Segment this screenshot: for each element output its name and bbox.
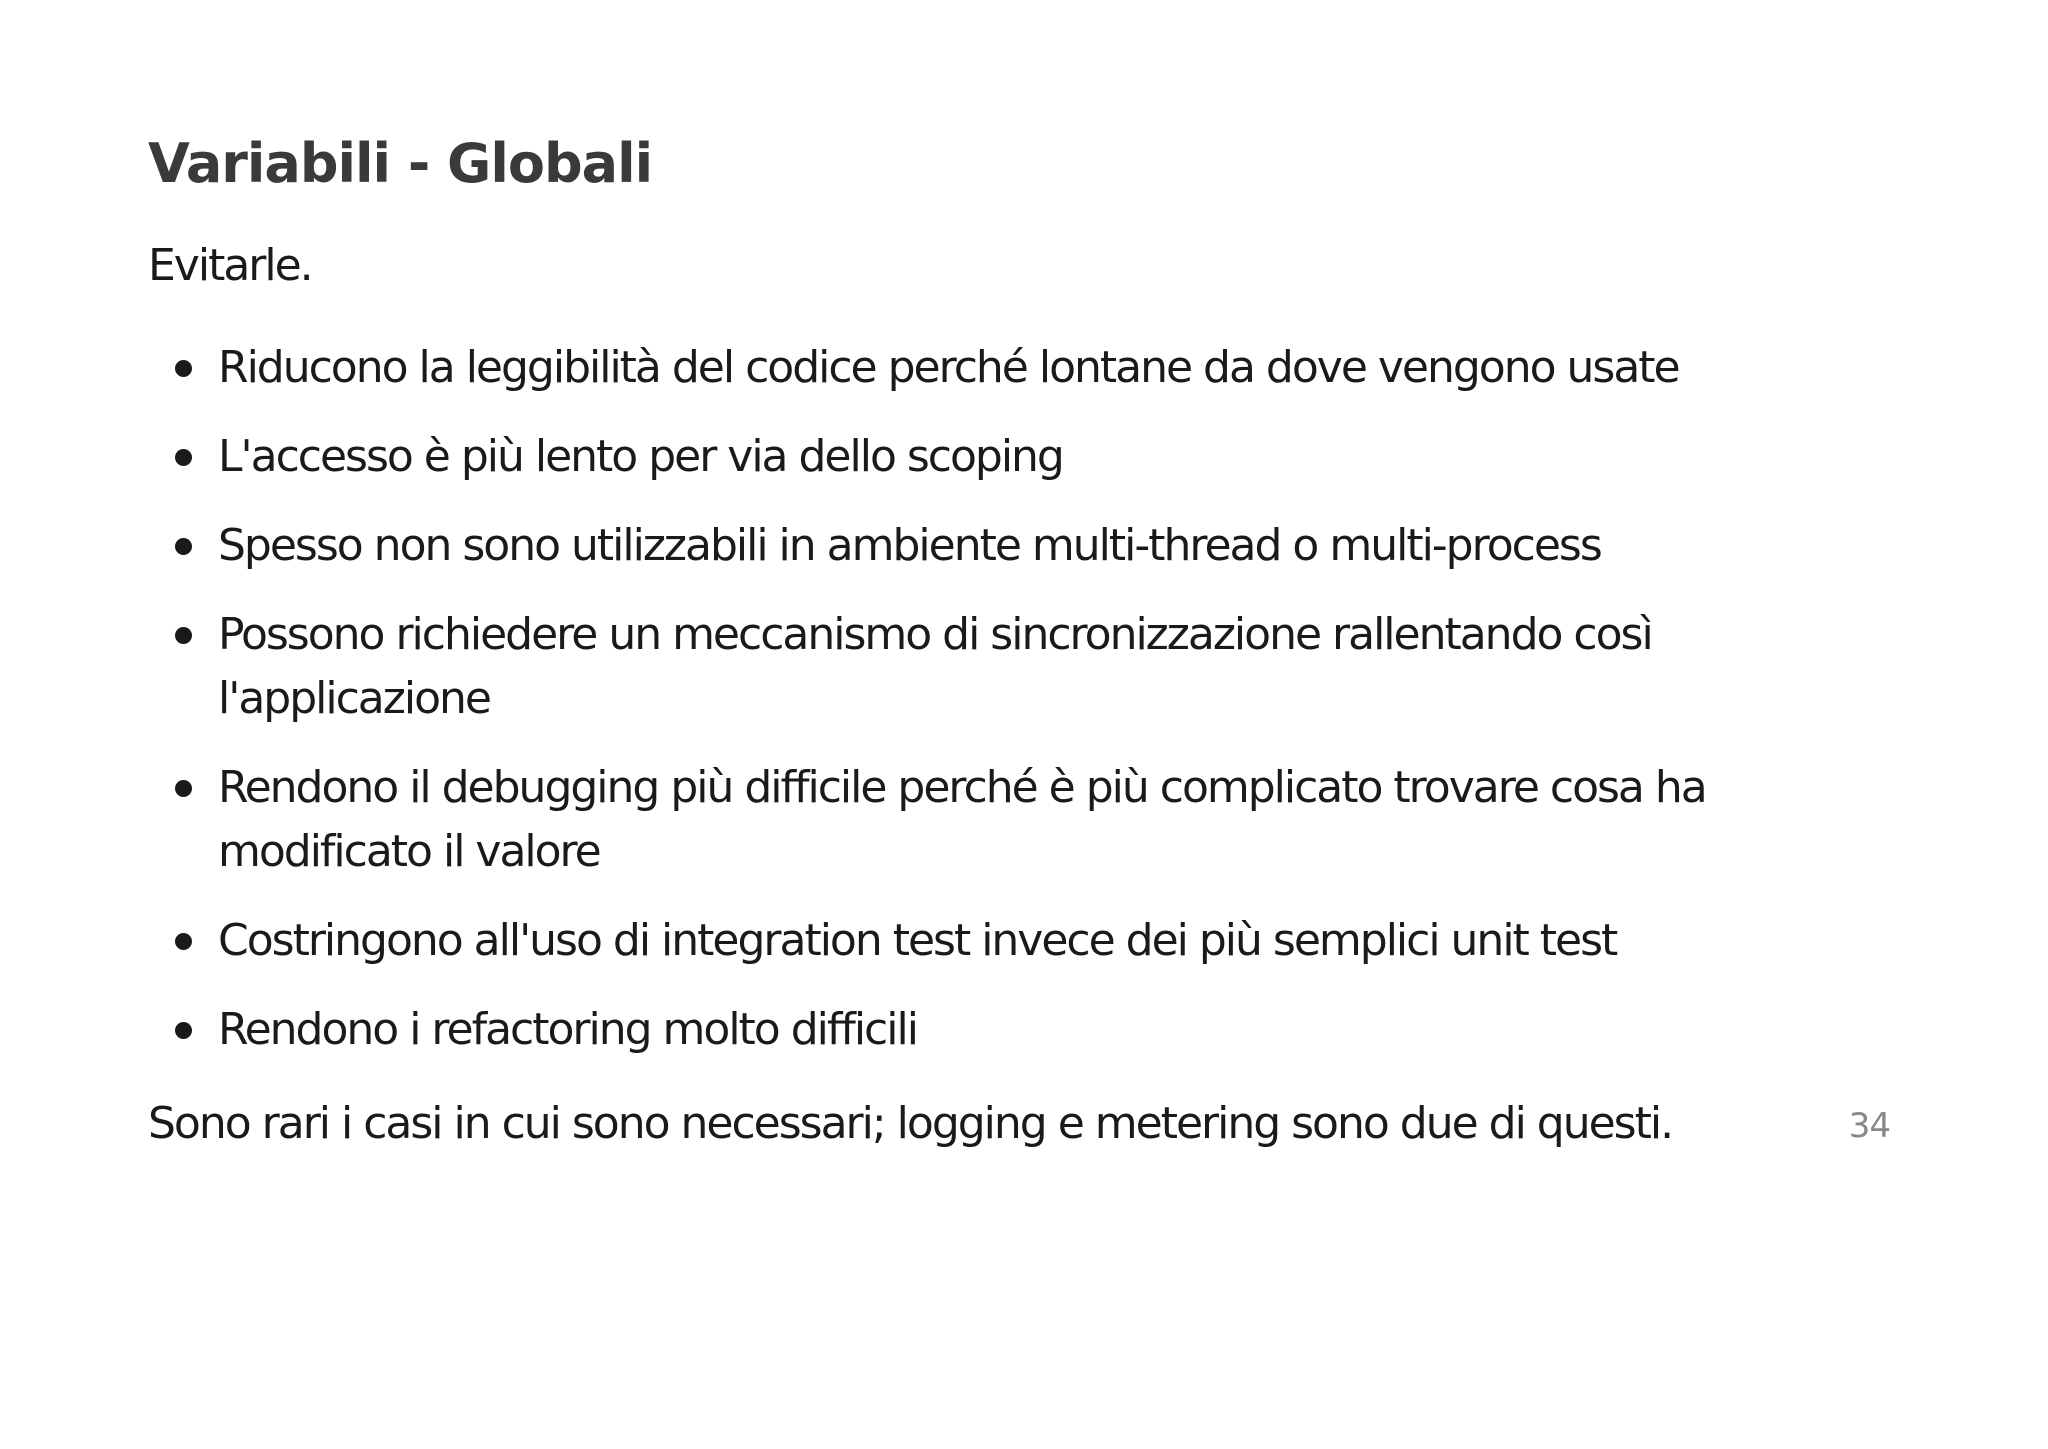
bullet-item: [148, 336, 1748, 400]
slide-title: Variabili - Globali: [148, 132, 653, 195]
bullet-item: [148, 909, 1748, 973]
bullet-dot-icon: [175, 627, 192, 644]
bullet-text-continuation: l'applicazione: [218, 673, 490, 724]
bullet-text: Spesso non sono utilizzabili in ambiente multi-thread o multi-process: [218, 520, 1601, 571]
bullet-text: Rendono i refactoring molto difficili: [218, 1004, 917, 1055]
bullet-text: Rendono il debugging più difficile perché è più complicato trovare cosa ha: [218, 762, 1706, 813]
bullet-text: Riducono la leggibilità del codice perché lontane da dove vengono usate: [218, 342, 1679, 393]
closing-text: Sono rari i casi in cui sono necessari; logging e metering sono due di questi.: [148, 1098, 1673, 1149]
intro-text: Evitarle.: [148, 240, 312, 291]
bullet-list: [148, 336, 1748, 1087]
bullet-text: Possono richiedere un meccanismo di sincronizzazione rallentando così: [218, 609, 1652, 660]
bullet-item: [148, 756, 1748, 884]
bullet-dot-icon: [175, 1022, 192, 1039]
bullet-dot-icon: [175, 538, 192, 555]
bullet-text: L'accesso è più lento per via dello scoping: [218, 431, 1063, 482]
bullet-dot-icon: [175, 360, 192, 377]
bullet-dot-icon: [175, 933, 192, 950]
bullet-dot-icon: [175, 449, 192, 466]
bullet-text: Costringono all'uso di integration test invece dei più semplici unit test: [218, 915, 1617, 966]
bullet-item: [148, 425, 1748, 489]
bullet-dot-icon: [175, 780, 192, 797]
bullet-text-continuation: modificato il valore: [218, 826, 600, 877]
page-number: 34: [1848, 1106, 1890, 1146]
bullet-item: [148, 603, 1748, 731]
bullet-item: [148, 998, 1748, 1062]
bullet-item: [148, 514, 1748, 578]
